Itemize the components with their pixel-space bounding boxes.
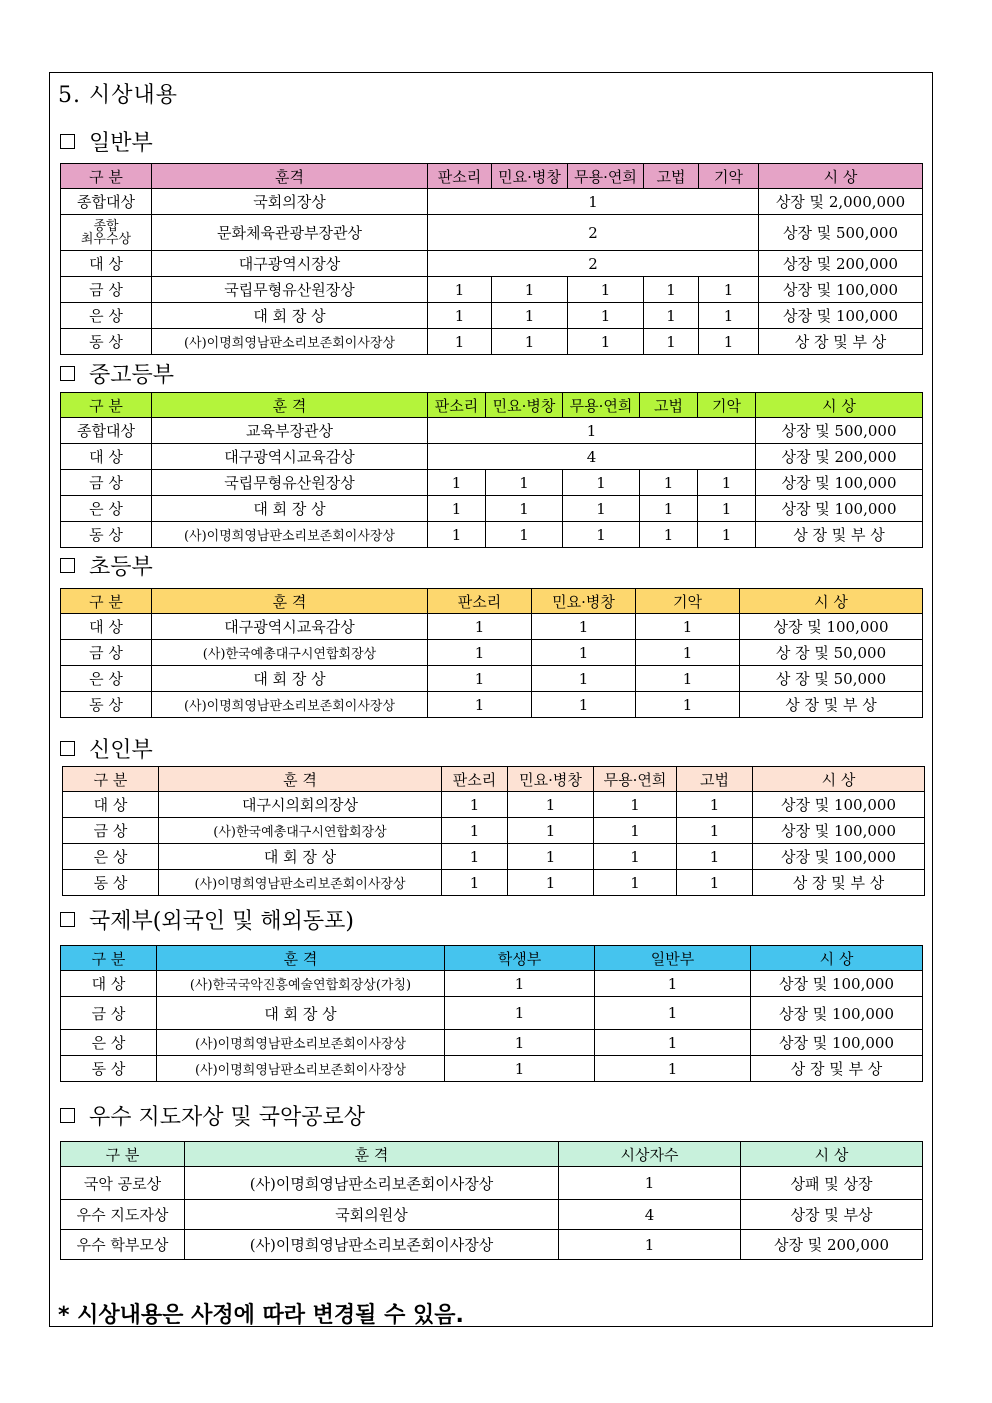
- count-cell: 1: [532, 666, 636, 692]
- award-cell: 상장 및 부상: [741, 1200, 923, 1230]
- award-cell: 상장 및 500,000: [756, 418, 923, 444]
- checkbox-square-icon: [60, 912, 75, 927]
- international-table: [60, 945, 923, 1082]
- category-cell: 동 상: [61, 522, 152, 548]
- count-cell: 1: [640, 470, 698, 496]
- secondary-table: [60, 392, 923, 548]
- col-header: 무용·연희: [563, 393, 640, 418]
- category-cell: 동 상: [61, 692, 152, 718]
- count-cell: 1: [508, 870, 594, 896]
- title-cell: 대 회 장 상: [152, 496, 428, 522]
- title-cell: (사)이명희영남판소리보존회이사장상: [185, 1230, 559, 1260]
- count-cell: 1: [568, 329, 644, 355]
- count-cell: 1: [594, 870, 677, 896]
- category-cell: 동 상: [61, 329, 152, 355]
- section-elementary: [60, 550, 153, 581]
- table-row: [61, 1230, 923, 1260]
- award-cell: 상 장 및 부 상: [753, 870, 925, 896]
- table-row: [61, 470, 923, 496]
- col-header: 훈 격: [185, 1142, 559, 1167]
- count-cell: 1: [428, 470, 486, 496]
- count-cell: 1: [442, 818, 508, 844]
- count-cell: 1: [677, 792, 753, 818]
- footnote: * 시상내용은 사정에 따라 변경될 수 있음.: [58, 1303, 464, 1328]
- title-cell: 대구광역시교육감상: [152, 444, 428, 470]
- award-cell: 상 장 및 50,000: [740, 666, 923, 692]
- table-row: [61, 1167, 923, 1200]
- checkbox-square-icon: [60, 558, 75, 573]
- title-cell: (사)한국예총대구시연합회장상: [152, 640, 428, 666]
- table-row: [61, 251, 923, 277]
- award-cell: 상장 및 100,000: [756, 496, 923, 522]
- checkbox-square-icon: [60, 134, 75, 149]
- category-line: 최우수상: [80, 231, 132, 247]
- newcomer-table: [62, 766, 925, 896]
- teacher-table: [60, 1141, 923, 1260]
- col-header: 구 분: [63, 767, 159, 792]
- award-cell: 상장 및 2,000,000: [759, 189, 923, 215]
- table-row: [61, 303, 923, 329]
- award-cell: 상 장 및 부 상: [751, 1056, 923, 1082]
- page-title: 5. 시상내용: [58, 83, 178, 108]
- title-cell: 대 회 장 상: [159, 844, 442, 870]
- col-header: 기악: [699, 164, 759, 189]
- category-cell: 종합대상: [61, 418, 152, 444]
- award-cell: 상장 및 500,000: [759, 215, 923, 251]
- table-row: [63, 818, 925, 844]
- col-header: 훈 격: [157, 946, 445, 971]
- col-header: 훈 격: [152, 393, 428, 418]
- count-cell: 1: [594, 844, 677, 870]
- count-cell: 1: [445, 1056, 595, 1082]
- col-header: 구 분: [61, 164, 152, 189]
- count-cell: 1: [428, 418, 756, 444]
- award-cell: 상장 및 100,000: [751, 1030, 923, 1056]
- col-header: 판소리: [442, 767, 508, 792]
- table-row: [61, 1056, 923, 1082]
- count-cell: 1: [568, 277, 644, 303]
- category-cell: 대 상: [63, 792, 159, 818]
- general-table: [60, 163, 923, 355]
- col-header: 구 분: [61, 1142, 185, 1167]
- col-header: 판소리: [428, 393, 486, 418]
- section-newcomer: [60, 733, 153, 764]
- col-header: 무용·연희: [594, 767, 677, 792]
- count-cell: 1: [677, 818, 753, 844]
- table-row: [61, 215, 923, 251]
- award-cell: 상 장 및 부 상: [756, 522, 923, 548]
- title-cell: 국회의장상: [152, 189, 428, 215]
- award-cell: 상장 및 100,000: [759, 277, 923, 303]
- section-elementary-title: 초등부: [89, 555, 153, 580]
- table-row: [61, 418, 923, 444]
- award-cell: 상장 및 100,000: [753, 818, 925, 844]
- count-cell: 1: [563, 496, 640, 522]
- count-cell: 1: [644, 329, 699, 355]
- category-cell: 은 상: [63, 844, 159, 870]
- count-cell: 1: [677, 870, 753, 896]
- title-cell: 문화체육관광부장관상: [152, 215, 428, 251]
- table-row: [61, 997, 923, 1030]
- count-cell: 1: [594, 792, 677, 818]
- col-header: 고법: [677, 767, 753, 792]
- col-header: 민요·병창: [532, 589, 636, 614]
- title-cell: (사)이명희영남판소리보존회이사장상: [152, 329, 428, 355]
- checkbox-square-icon: [60, 741, 75, 756]
- col-header: 시상자수: [559, 1142, 741, 1167]
- count-cell: 1: [568, 303, 644, 329]
- title-cell: (사)이명희영남판소리보존회이사장상: [159, 870, 442, 896]
- count-cell: 1: [492, 277, 568, 303]
- col-header: 시 상: [759, 164, 923, 189]
- award-cell: 상장 및 100,000: [753, 792, 925, 818]
- section-international-title: 국제부(외국인 및 해외동포): [89, 909, 354, 934]
- count-cell: 1: [532, 692, 636, 718]
- category-cell: [61, 215, 152, 251]
- col-header: 구 분: [61, 946, 157, 971]
- col-header: 판소리: [428, 164, 492, 189]
- title-cell: (사)한국국악진흥예술연합회장상(가칭): [157, 971, 445, 997]
- count-cell: 1: [442, 844, 508, 870]
- category-cell: 국악 공로상: [61, 1167, 185, 1200]
- col-header: 시 상: [741, 1142, 923, 1167]
- section-teacher: [60, 1100, 365, 1131]
- title-cell: 대구광역시장상: [152, 251, 428, 277]
- count-cell: 1: [698, 496, 756, 522]
- count-cell: 1: [428, 496, 486, 522]
- count-cell: 1: [563, 470, 640, 496]
- count-cell: 1: [594, 818, 677, 844]
- col-header: 민요·병창: [492, 164, 568, 189]
- count-cell: 1: [595, 1030, 751, 1056]
- table-row: [63, 870, 925, 896]
- table-row: [61, 189, 923, 215]
- count-cell: 1: [636, 614, 740, 640]
- col-header: 시 상: [740, 589, 923, 614]
- category-cell: 은 상: [61, 1030, 157, 1056]
- title-cell: 국립무형유산원장상: [152, 277, 428, 303]
- award-cell: 상 장 및 부 상: [759, 329, 923, 355]
- category-cell: 동 상: [63, 870, 159, 896]
- award-cell: 상장 및 200,000: [741, 1230, 923, 1260]
- checkbox-square-icon: [60, 366, 75, 381]
- category-cell: 금 상: [61, 277, 152, 303]
- col-header: 구 분: [61, 589, 152, 614]
- category-cell: 대 상: [61, 971, 157, 997]
- table-row: [61, 666, 923, 692]
- count-cell: 1: [428, 522, 486, 548]
- title-cell: (사)이명희영남판소리보존회이사장상: [152, 522, 428, 548]
- count-cell: 2: [428, 215, 759, 251]
- title-cell: (사)이명희영남판소리보존회이사장상: [157, 1056, 445, 1082]
- col-header: 기악: [698, 393, 756, 418]
- title-cell: (사)이명희영남판소리보존회이사장상: [157, 1030, 445, 1056]
- table-row: [61, 1030, 923, 1056]
- category-cell: 금 상: [61, 997, 157, 1030]
- category-cell: 우수 지도자상: [61, 1200, 185, 1230]
- count-cell: 1: [595, 971, 751, 997]
- col-header: 시 상: [751, 946, 923, 971]
- count-cell: 1: [563, 522, 640, 548]
- award-cell: 상장 및 100,000: [753, 844, 925, 870]
- elementary-table: [60, 588, 923, 718]
- title-cell: 국회의원상: [185, 1200, 559, 1230]
- table-row: [61, 640, 923, 666]
- category-line: 종합: [93, 218, 119, 234]
- col-header: 훈 격: [152, 589, 428, 614]
- award-cell: 상장 및 100,000: [759, 303, 923, 329]
- count-cell: 1: [428, 614, 532, 640]
- count-cell: 1: [442, 870, 508, 896]
- table-row: [63, 844, 925, 870]
- section-teacher-title: 우수 지도자상 및 국악공로상: [89, 1105, 366, 1130]
- count-cell: 1: [445, 1030, 595, 1056]
- title-cell: 국립무형유산원장상: [152, 470, 428, 496]
- count-cell: 1: [699, 303, 759, 329]
- count-cell: 1: [595, 997, 751, 1030]
- table-row: [61, 496, 923, 522]
- count-cell: 1: [486, 522, 563, 548]
- section-secondary-title: 중고등부: [89, 363, 175, 388]
- award-cell: 상장 및 100,000: [751, 997, 923, 1030]
- award-cell: 상장 및 200,000: [759, 251, 923, 277]
- title-cell: (사)이명희영남판소리보존회이사장상: [185, 1167, 559, 1200]
- award-cell: 상장 및 100,000: [740, 614, 923, 640]
- count-cell: 1: [532, 614, 636, 640]
- category-cell: 우수 학부모상: [61, 1230, 185, 1260]
- count-cell: 1: [636, 640, 740, 666]
- col-header: 기악: [636, 589, 740, 614]
- count-cell: 1: [699, 277, 759, 303]
- category-cell: 대 상: [61, 614, 152, 640]
- count-cell: 1: [699, 329, 759, 355]
- count-cell: 1: [698, 470, 756, 496]
- category-cell: 종합대상: [61, 189, 152, 215]
- count-cell: 1: [428, 189, 759, 215]
- col-header: 훈격: [152, 164, 428, 189]
- count-cell: 1: [677, 844, 753, 870]
- col-header: 시 상: [756, 393, 923, 418]
- table-row: [61, 277, 923, 303]
- count-cell: 1: [644, 277, 699, 303]
- count-cell: 4: [559, 1200, 741, 1230]
- category-cell: 은 상: [61, 666, 152, 692]
- title-cell: 대구광역시교육감상: [152, 614, 428, 640]
- count-cell: 1: [559, 1167, 741, 1200]
- count-cell: 1: [428, 329, 492, 355]
- count-cell: 1: [428, 277, 492, 303]
- count-cell: 1: [640, 496, 698, 522]
- col-header: 훈 격: [159, 767, 442, 792]
- section-general-title: 일반부: [89, 131, 153, 156]
- count-cell: 1: [428, 692, 532, 718]
- count-cell: 4: [428, 444, 756, 470]
- table-row: [61, 692, 923, 718]
- title-cell: 교육부장관상: [152, 418, 428, 444]
- table-row: [61, 329, 923, 355]
- count-cell: 1: [640, 522, 698, 548]
- award-cell: 상패 및 상장: [741, 1167, 923, 1200]
- section-international: [60, 904, 354, 935]
- table-row: [63, 792, 925, 818]
- count-cell: 1: [636, 666, 740, 692]
- count-cell: 1: [428, 303, 492, 329]
- checkbox-square-icon: [60, 1108, 75, 1123]
- col-header: 고법: [644, 164, 699, 189]
- count-cell: 1: [428, 640, 532, 666]
- award-cell: 상장 및 100,000: [751, 971, 923, 997]
- title-cell: (사)이명희영남판소리보존회이사장상: [152, 692, 428, 718]
- category-cell: 금 상: [63, 818, 159, 844]
- table-row: [61, 614, 923, 640]
- award-cell: 상장 및 200,000: [756, 444, 923, 470]
- title-cell: 대 회 장 상: [152, 303, 428, 329]
- category-cell: 은 상: [61, 303, 152, 329]
- table-row: [61, 971, 923, 997]
- count-cell: 1: [636, 692, 740, 718]
- col-header: 일반부: [595, 946, 751, 971]
- count-cell: 1: [445, 971, 595, 997]
- count-cell: 1: [445, 997, 595, 1030]
- award-cell: 상 장 및 부 상: [740, 692, 923, 718]
- category-cell: 대 상: [61, 444, 152, 470]
- col-header: 구 분: [61, 393, 152, 418]
- count-cell: 1: [508, 792, 594, 818]
- count-cell: 1: [442, 792, 508, 818]
- count-cell: 1: [492, 303, 568, 329]
- count-cell: 1: [486, 496, 563, 522]
- count-cell: 1: [698, 522, 756, 548]
- category-cell: 대 상: [61, 251, 152, 277]
- count-cell: 1: [644, 303, 699, 329]
- col-header: 판소리: [428, 589, 532, 614]
- count-cell: 1: [559, 1230, 741, 1260]
- count-cell: 1: [508, 818, 594, 844]
- title-cell: 대 회 장 상: [157, 997, 445, 1030]
- col-header: 민요·병창: [486, 393, 563, 418]
- count-cell: 1: [595, 1056, 751, 1082]
- award-cell: 상 장 및 50,000: [740, 640, 923, 666]
- col-header: 고법: [640, 393, 698, 418]
- section-secondary: [60, 358, 174, 389]
- category-cell: 금 상: [61, 640, 152, 666]
- category-cell: 금 상: [61, 470, 152, 496]
- col-header: 시 상: [753, 767, 925, 792]
- count-cell: 1: [508, 844, 594, 870]
- section-general: [60, 126, 153, 157]
- col-header: 무용·연희: [568, 164, 644, 189]
- title-cell: 대구시의회의장상: [159, 792, 442, 818]
- col-header: 학생부: [445, 946, 595, 971]
- title-cell: 대 회 장 상: [152, 666, 428, 692]
- title-cell: (사)한국예총대구시연합회장상: [159, 818, 442, 844]
- count-cell: 1: [428, 666, 532, 692]
- table-row: [61, 1200, 923, 1230]
- award-cell: 상장 및 100,000: [756, 470, 923, 496]
- category-cell: 동 상: [61, 1056, 157, 1082]
- table-row: [61, 522, 923, 548]
- col-header: 민요·병창: [508, 767, 594, 792]
- count-cell: 1: [486, 470, 563, 496]
- count-cell: 2: [428, 251, 759, 277]
- count-cell: 1: [532, 640, 636, 666]
- table-row: [61, 444, 923, 470]
- count-cell: 1: [492, 329, 568, 355]
- section-newcomer-title: 신인부: [89, 738, 153, 763]
- category-cell: 은 상: [61, 496, 152, 522]
